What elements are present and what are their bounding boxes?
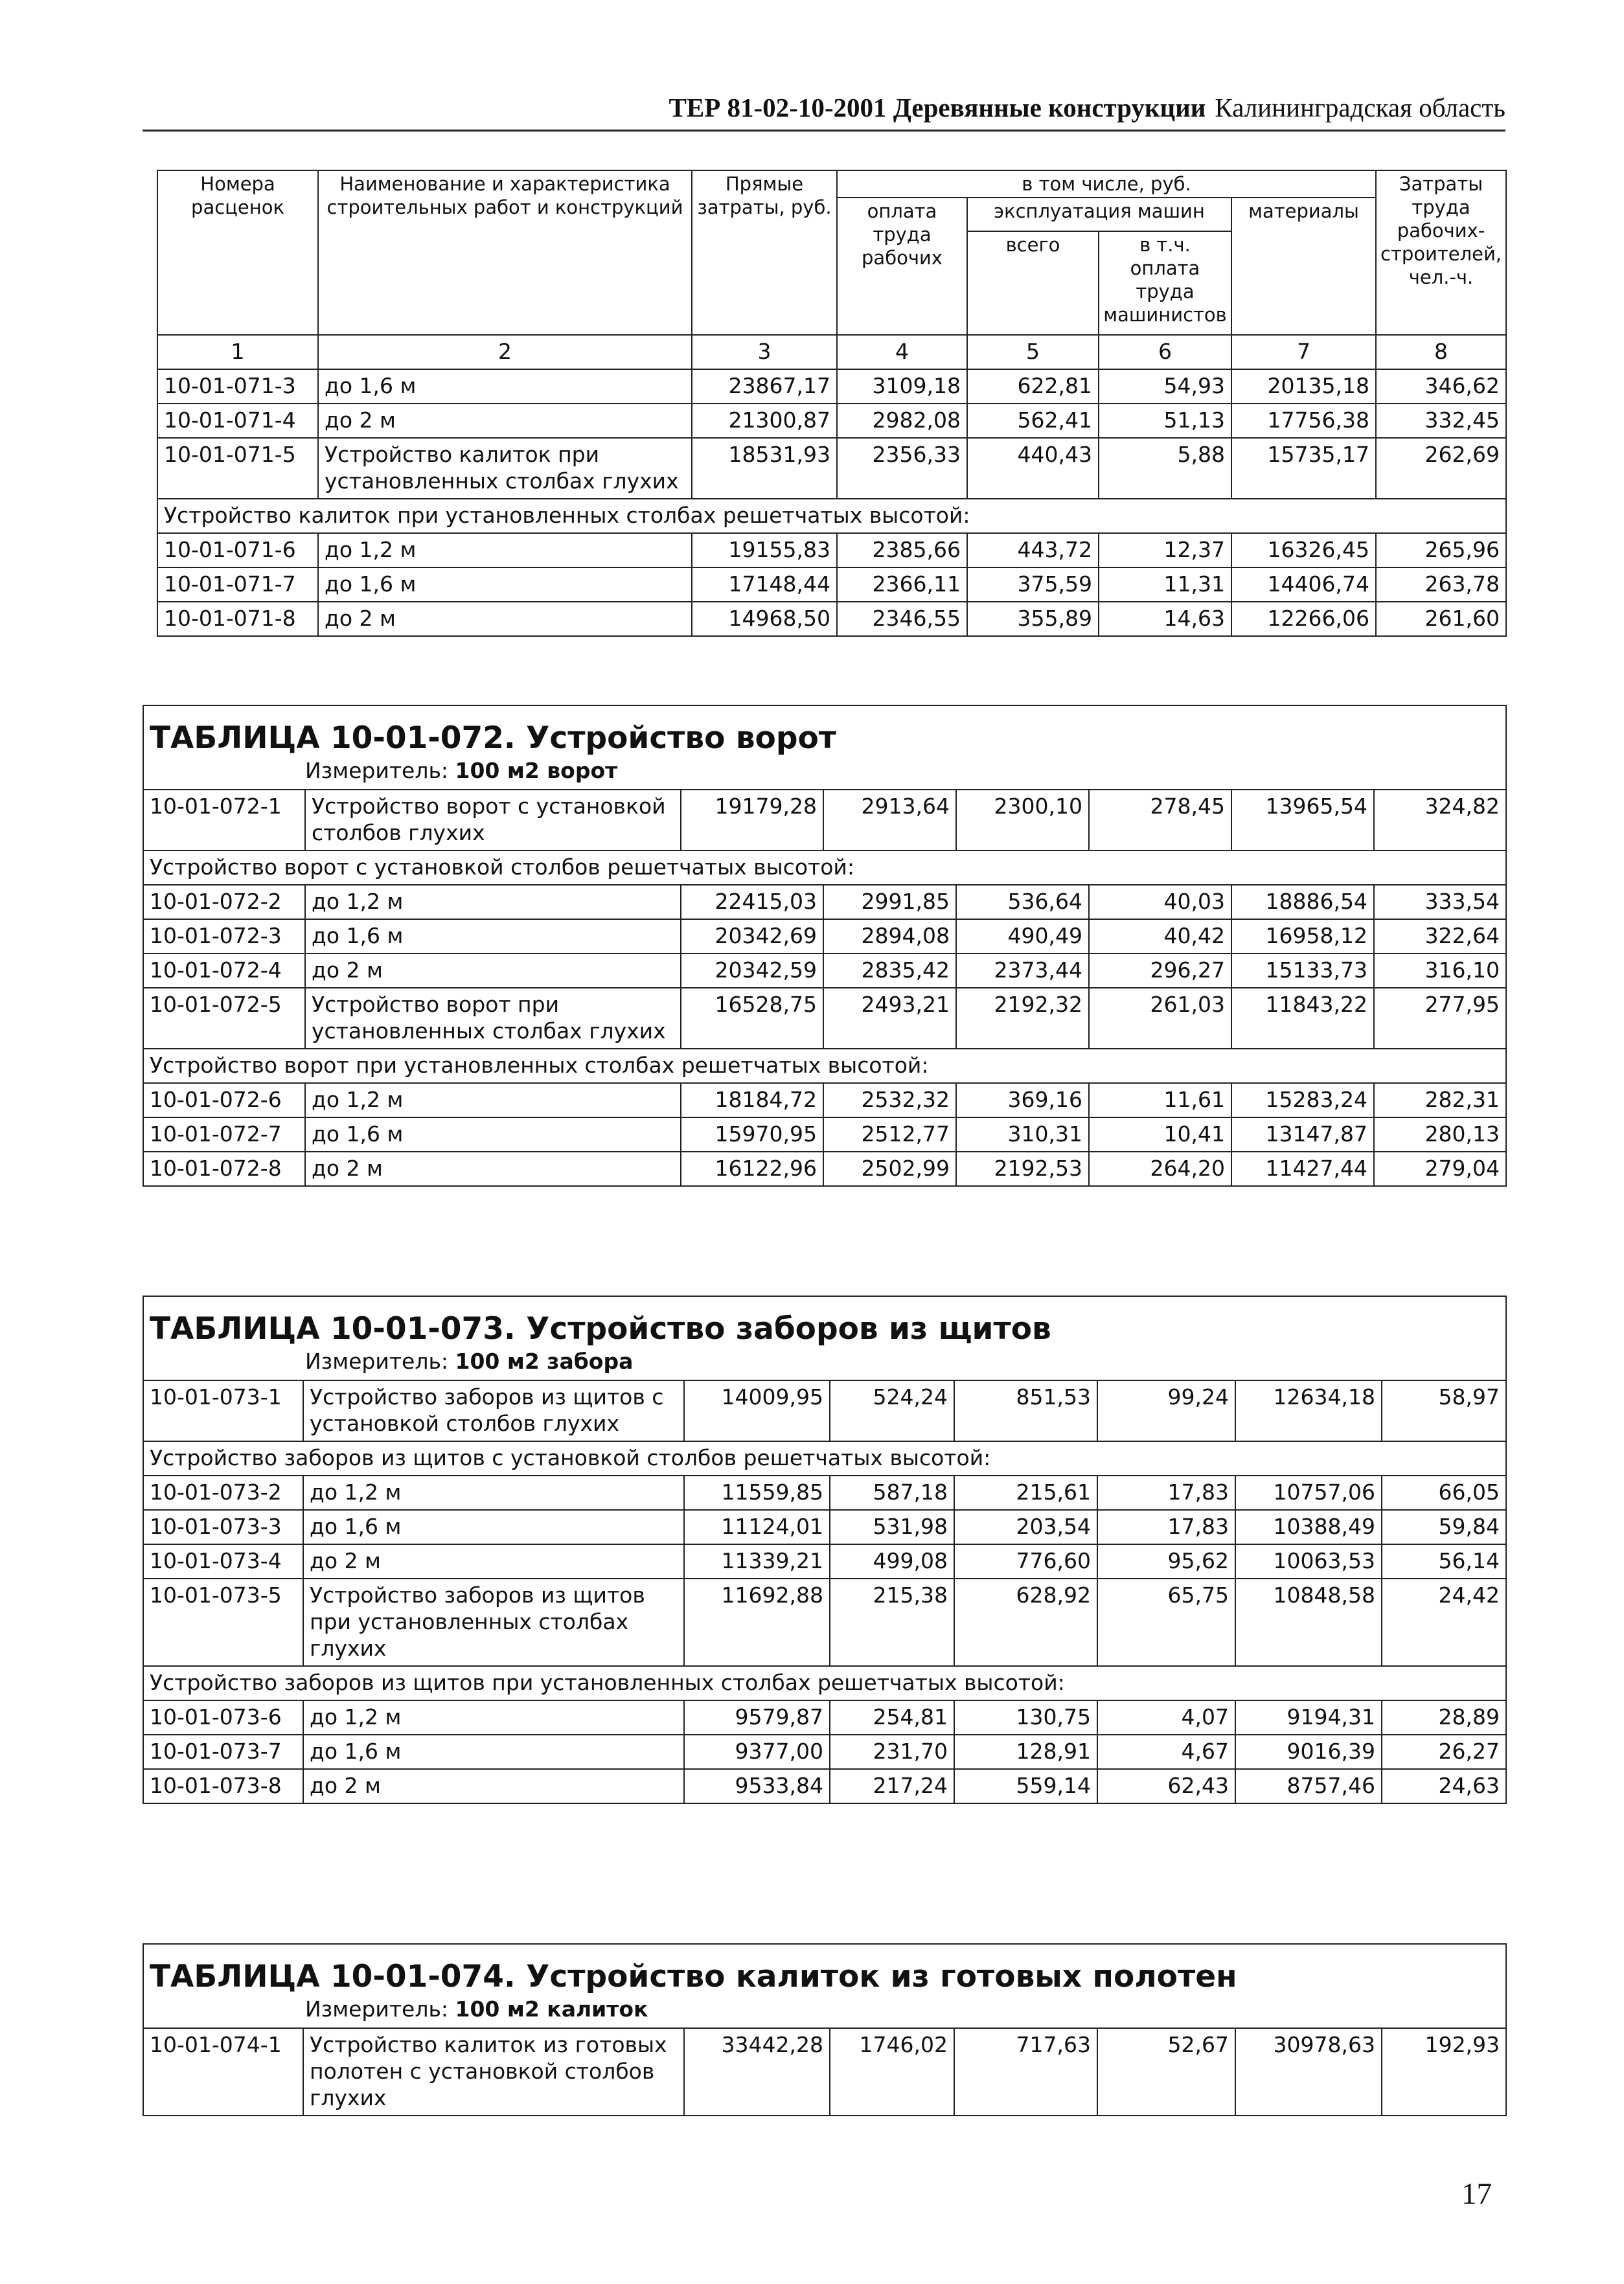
col-header-machines: эксплуатация машин (967, 198, 1231, 231)
machines-total: 536,64 (956, 885, 1089, 919)
unit-line (150, 1995, 1500, 2024)
rate-code: 10-01-073-5 (143, 1579, 303, 1666)
labor-pay: 587,18 (830, 1476, 954, 1510)
direct-cost: 15970,95 (681, 1117, 823, 1152)
materials-cost: 10063,53 (1235, 1544, 1382, 1579)
rate-code: 10-01-073-2 (143, 1476, 303, 1510)
rates-table-072 (143, 705, 1507, 1187)
labor-pay: 2894,08 (823, 919, 956, 954)
rate-code: 10-01-071-8 (157, 602, 318, 636)
work-name: до 1,6 м (305, 1117, 681, 1152)
table-row (143, 1769, 1506, 1803)
table-title: ТАБЛИЦА 10-01-072. Устройство ворот (150, 720, 837, 756)
direct-cost: 18184,72 (681, 1083, 823, 1117)
group-description: Устройство заборов из щитов с установкой столбов решетчатых высотой: (143, 1441, 1506, 1476)
work-name: Устройство ворот при установленных столбах глухих (305, 988, 681, 1049)
labor-hours: 26,27 (1382, 1735, 1506, 1769)
labor-pay: 3109,18 (837, 369, 967, 404)
labor-hours: 333,54 (1374, 885, 1506, 919)
machines-total: 130,75 (954, 1700, 1097, 1735)
machines-total: 203,54 (954, 1510, 1097, 1544)
labor-pay: 2502,99 (823, 1152, 956, 1186)
direct-cost: 16122,96 (681, 1152, 823, 1186)
machinists-pay: 11,61 (1089, 1083, 1231, 1117)
labor-hours: 280,13 (1374, 1117, 1506, 1152)
materials-cost: 11427,44 (1231, 1152, 1374, 1186)
machines-total: 559,14 (954, 1769, 1097, 1803)
machines-total: 562,41 (967, 404, 1099, 438)
labor-pay: 2346,55 (837, 602, 967, 636)
labor-hours: 263,78 (1376, 567, 1506, 602)
materials-cost: 14406,74 (1231, 567, 1376, 602)
table-row (143, 1152, 1506, 1186)
machinists-pay: 261,03 (1089, 988, 1231, 1049)
machinists-pay: 40,03 (1089, 885, 1231, 919)
labor-pay: 1746,02 (830, 2028, 954, 2116)
region-name: Калининградская область (1215, 93, 1505, 122)
rate-code: 10-01-072-8 (143, 1152, 305, 1186)
column-number: 5 (967, 335, 1099, 369)
work-name: до 1,6 м (303, 1510, 684, 1544)
document-code: ТЕР 81-02-10-2001 Деревянные конструкции (669, 93, 1206, 122)
direct-cost: 21300,87 (692, 404, 837, 438)
direct-cost: 19179,28 (681, 790, 823, 851)
machinists-pay: 51,13 (1099, 404, 1231, 438)
rate-code: 10-01-073-3 (143, 1510, 303, 1544)
table-row (143, 885, 1506, 919)
machines-total: 369,16 (956, 1083, 1089, 1117)
rate-code: 10-01-073-4 (143, 1544, 303, 1579)
labor-pay: 215,38 (830, 1579, 954, 1666)
table-row (143, 1380, 1506, 1441)
machines-total: 628,92 (954, 1579, 1097, 1666)
unit-label: Измеритель: (305, 1996, 455, 2022)
labor-hours: 24,63 (1382, 1769, 1506, 1803)
labor-pay: 254,81 (830, 1700, 954, 1735)
direct-cost: 11692,88 (684, 1579, 830, 1666)
machinists-pay: 62,43 (1097, 1769, 1235, 1803)
materials-cost: 13147,87 (1231, 1117, 1374, 1152)
materials-cost: 11843,22 (1231, 988, 1374, 1049)
work-name: до 1,6 м (303, 1735, 684, 1769)
materials-cost: 9016,39 (1235, 1735, 1382, 1769)
work-name: до 2 м (305, 954, 681, 988)
work-name: до 1,2 м (303, 1476, 684, 1510)
machines-total: 2192,32 (956, 988, 1089, 1049)
labor-hours: 192,93 (1382, 2028, 1506, 2116)
work-name: до 2 м (305, 1152, 681, 1186)
group-description: Устройство ворот при установленных столбах решетчатых высотой: (143, 1049, 1506, 1083)
work-name: Устройство заборов из щитов при установленных столбах глухих (303, 1579, 684, 1666)
machinists-pay: 296,27 (1089, 954, 1231, 988)
group-row (157, 499, 1506, 533)
labor-hours: 58,97 (1382, 1380, 1506, 1441)
labor-hours: 277,95 (1374, 988, 1506, 1049)
labor-pay: 524,24 (830, 1380, 954, 1441)
materials-cost: 17756,38 (1231, 404, 1376, 438)
labor-pay: 2991,85 (823, 885, 956, 919)
machinists-pay: 4,67 (1097, 1735, 1235, 1769)
table-row (143, 1700, 1506, 1735)
machinists-pay: 4,07 (1097, 1700, 1235, 1735)
direct-cost: 11559,85 (684, 1476, 830, 1510)
unit-line (150, 1347, 1500, 1376)
page-number: 17 (1461, 2177, 1492, 2211)
group-description: Устройство калиток при установленных столбах решетчатых высотой: (157, 499, 1506, 533)
machinists-pay: 95,62 (1097, 1544, 1235, 1579)
col-header-incl: в том числе, руб. (837, 170, 1376, 198)
column-number: 2 (318, 335, 692, 369)
col-header-name: Наименование и характеристика строительных работ и конструкций (318, 170, 692, 335)
machinists-pay: 65,75 (1097, 1579, 1235, 1666)
column-number: 3 (692, 335, 837, 369)
group-description: Устройство ворот с установкой столбов решетчатых высотой: (143, 851, 1506, 885)
col-header-machinists-pay: в т.ч. оплата труда машинистов (1099, 231, 1231, 335)
work-name: до 1,2 м (305, 1083, 681, 1117)
unit-label: Измеритель: (305, 758, 455, 783)
machines-total: 622,81 (967, 369, 1099, 404)
direct-cost: 14968,50 (692, 602, 837, 636)
table-row (143, 988, 1506, 1049)
materials-cost: 10848,58 (1235, 1579, 1382, 1666)
table-row (143, 1476, 1506, 1510)
rates-table-073 (143, 1296, 1507, 1804)
machines-total: 443,72 (967, 533, 1099, 567)
work-name: до 1,6 м (318, 567, 692, 602)
work-name: до 2 м (303, 1544, 684, 1579)
materials-cost: 10388,49 (1235, 1510, 1382, 1544)
unit-value: 100 м2 калиток (455, 1996, 648, 2022)
direct-cost: 19155,83 (692, 533, 837, 567)
rate-code: 10-01-073-7 (143, 1735, 303, 1769)
table-row (143, 1735, 1506, 1769)
machines-total: 776,60 (954, 1544, 1097, 1579)
direct-cost: 14009,95 (684, 1380, 830, 1441)
labor-pay: 217,24 (830, 1769, 954, 1803)
labor-hours: 56,14 (1382, 1544, 1506, 1579)
direct-cost: 20342,59 (681, 954, 823, 988)
rate-code: 10-01-072-2 (143, 885, 305, 919)
machines-total: 490,49 (956, 919, 1089, 954)
direct-cost: 16528,75 (681, 988, 823, 1049)
work-name: Устройство калиток из готовых полотен с установкой столбов глухих (303, 2028, 684, 2116)
labor-hours: 66,05 (1382, 1476, 1506, 1510)
machinists-pay: 278,45 (1089, 790, 1231, 851)
rate-code: 10-01-071-6 (157, 533, 318, 567)
column-number: 8 (1376, 335, 1506, 369)
work-name: до 1,2 м (303, 1700, 684, 1735)
column-number: 7 (1231, 335, 1376, 369)
machines-total: 440,43 (967, 438, 1099, 499)
rates-table-074 (143, 1943, 1507, 2116)
labor-hours: 316,10 (1374, 954, 1506, 988)
rate-code: 10-01-072-4 (143, 954, 305, 988)
group-row (143, 1049, 1506, 1083)
table-row (143, 2028, 1506, 2116)
table-row (143, 1083, 1506, 1117)
machinists-pay: 99,24 (1097, 1380, 1235, 1441)
machinists-pay: 40,42 (1089, 919, 1231, 954)
direct-cost: 18531,93 (692, 438, 837, 499)
direct-cost: 9579,87 (684, 1700, 830, 1735)
labor-hours: 59,84 (1382, 1510, 1506, 1544)
labor-hours: 282,31 (1374, 1083, 1506, 1117)
col-header-code: Номера расценок (157, 170, 318, 335)
table-row (157, 602, 1506, 636)
work-name: до 1,2 м (318, 533, 692, 567)
labor-pay: 2982,08 (837, 404, 967, 438)
labor-pay: 2835,42 (823, 954, 956, 988)
direct-cost: 20342,69 (681, 919, 823, 954)
rate-code: 10-01-071-4 (157, 404, 318, 438)
col-header-labor-cost: Затраты труда рабочих-строителей, чел.-ч. (1376, 170, 1506, 335)
materials-cost: 12266,06 (1231, 602, 1376, 636)
table-title-block (143, 705, 1506, 790)
materials-cost: 30978,63 (1235, 2028, 1382, 2116)
machinists-pay: 12,37 (1099, 533, 1231, 567)
col-header-materials: материалы (1231, 198, 1376, 335)
table-title-block (143, 1944, 1506, 2028)
work-name: Устройство калиток при установленных столбах глухих (318, 438, 692, 499)
materials-cost: 18886,54 (1231, 885, 1374, 919)
table-row (143, 954, 1506, 988)
labor-pay: 2512,77 (823, 1117, 956, 1152)
table-title: ТАБЛИЦА 10-01-074. Устройство калиток из готовых полотен (150, 1959, 1237, 1994)
rate-code: 10-01-071-3 (157, 369, 318, 404)
machinists-pay: 5,88 (1099, 438, 1231, 499)
labor-pay: 2356,33 (837, 438, 967, 499)
labor-pay: 2913,64 (823, 790, 956, 851)
rate-code: 10-01-072-6 (143, 1083, 305, 1117)
work-name: Устройство ворот с установкой столбов глухих (305, 790, 681, 851)
machines-total: 2300,10 (956, 790, 1089, 851)
direct-cost: 17148,44 (692, 567, 837, 602)
machines-total: 375,59 (967, 567, 1099, 602)
table-row (143, 919, 1506, 954)
machinists-pay: 17,83 (1097, 1476, 1235, 1510)
materials-cost: 10757,06 (1235, 1476, 1382, 1510)
table-title-block (143, 1296, 1506, 1380)
machinists-pay: 10,41 (1089, 1117, 1231, 1152)
rate-code: 10-01-073-6 (143, 1700, 303, 1735)
materials-cost: 16958,12 (1231, 919, 1374, 954)
labor-hours: 262,69 (1376, 438, 1506, 499)
materials-cost: 13965,54 (1231, 790, 1374, 851)
work-name: до 1,2 м (305, 885, 681, 919)
rates-table-071 (157, 170, 1507, 637)
table-row (143, 1117, 1506, 1152)
group-description: Устройство заборов из щитов при установленных столбах решетчатых высотой: (143, 1666, 1506, 1700)
rate-code: 10-01-072-5 (143, 988, 305, 1049)
direct-cost: 9533,84 (684, 1769, 830, 1803)
materials-cost: 15133,73 (1231, 954, 1374, 988)
group-row (143, 1666, 1506, 1700)
rate-code: 10-01-073-8 (143, 1769, 303, 1803)
materials-cost: 15283,24 (1231, 1083, 1374, 1117)
work-name: до 2 м (318, 404, 692, 438)
group-row (143, 1441, 1506, 1476)
work-name: до 1,6 м (305, 919, 681, 954)
rate-code: 10-01-073-1 (143, 1380, 303, 1441)
rate-code: 10-01-072-3 (143, 919, 305, 954)
machines-total: 128,91 (954, 1735, 1097, 1769)
work-name: до 2 м (318, 602, 692, 636)
machines-total: 310,31 (956, 1117, 1089, 1152)
machines-total: 215,61 (954, 1476, 1097, 1510)
labor-pay: 2366,11 (837, 567, 967, 602)
machinists-pay: 52,67 (1097, 2028, 1235, 2116)
col-header-labor-pay: оплата труда рабочих (837, 198, 967, 335)
labor-hours: 28,89 (1382, 1700, 1506, 1735)
labor-pay: 2493,21 (823, 988, 956, 1049)
labor-hours: 279,04 (1374, 1152, 1506, 1186)
column-number: 1 (157, 335, 318, 369)
labor-hours: 322,64 (1374, 919, 1506, 954)
labor-hours: 324,82 (1374, 790, 1506, 851)
direct-cost: 22415,03 (681, 885, 823, 919)
machinists-pay: 17,83 (1097, 1510, 1235, 1544)
labor-hours: 265,96 (1376, 533, 1506, 567)
table-row (157, 369, 1506, 404)
column-number: 4 (837, 335, 967, 369)
labor-pay: 2385,66 (837, 533, 967, 567)
labor-pay: 231,70 (830, 1735, 954, 1769)
work-name: до 2 м (303, 1769, 684, 1803)
materials-cost: 9194,31 (1235, 1700, 1382, 1735)
machines-total: 2192,53 (956, 1152, 1089, 1186)
materials-cost: 16326,45 (1231, 533, 1376, 567)
direct-cost: 23867,17 (692, 369, 837, 404)
labor-pay: 2532,32 (823, 1083, 956, 1117)
column-number: 6 (1099, 335, 1231, 369)
labor-hours: 346,62 (1376, 369, 1506, 404)
labor-hours: 332,45 (1376, 404, 1506, 438)
direct-cost: 33442,28 (684, 2028, 830, 2116)
table-row (143, 790, 1506, 851)
materials-cost: 12634,18 (1235, 1380, 1382, 1441)
machinists-pay: 11,31 (1099, 567, 1231, 602)
machines-total: 2373,44 (956, 954, 1089, 988)
table-row (157, 404, 1506, 438)
direct-cost: 11124,01 (684, 1510, 830, 1544)
unit-value: 100 м2 забора (455, 1349, 634, 1374)
direct-cost: 9377,00 (684, 1735, 830, 1769)
materials-cost: 20135,18 (1231, 369, 1376, 404)
machines-total: 355,89 (967, 602, 1099, 636)
group-row (143, 851, 1506, 885)
labor-pay: 531,98 (830, 1510, 954, 1544)
col-header-direct: Прямые затраты, руб. (692, 170, 837, 335)
unit-value: 100 м2 ворот (455, 758, 618, 783)
labor-pay: 499,08 (830, 1544, 954, 1579)
work-name: до 1,6 м (318, 369, 692, 404)
labor-hours: 24,42 (1382, 1579, 1506, 1666)
materials-cost: 8757,46 (1235, 1769, 1382, 1803)
unit-line (150, 757, 1500, 785)
table-row (157, 533, 1506, 567)
table-row (157, 438, 1506, 499)
work-name: Устройство заборов из щитов с установкой столбов глухих (303, 1380, 684, 1441)
table-title: ТАБЛИЦА 10-01-073. Устройство заборов из щитов (150, 1311, 1051, 1347)
page-header (143, 89, 1505, 131)
labor-hours: 261,60 (1376, 602, 1506, 636)
rate-code: 10-01-071-5 (157, 438, 318, 499)
machinists-pay: 264,20 (1089, 1152, 1231, 1186)
materials-cost: 15735,17 (1231, 438, 1376, 499)
table-row (157, 567, 1506, 602)
unit-label: Измеритель: (305, 1349, 455, 1374)
machinists-pay: 14,63 (1099, 602, 1231, 636)
machines-total: 851,53 (954, 1380, 1097, 1441)
table-row (143, 1544, 1506, 1579)
rate-code: 10-01-074-1 (143, 2028, 303, 2116)
table-row (143, 1579, 1506, 1666)
direct-cost: 11339,21 (684, 1544, 830, 1579)
machines-total: 717,63 (954, 2028, 1097, 2116)
table-row (143, 1510, 1506, 1544)
rate-code: 10-01-072-7 (143, 1117, 305, 1152)
machinists-pay: 54,93 (1099, 369, 1231, 404)
rate-code: 10-01-072-1 (143, 790, 305, 851)
rate-code: 10-01-071-7 (157, 567, 318, 602)
col-header-machines-total: всего (967, 231, 1099, 335)
